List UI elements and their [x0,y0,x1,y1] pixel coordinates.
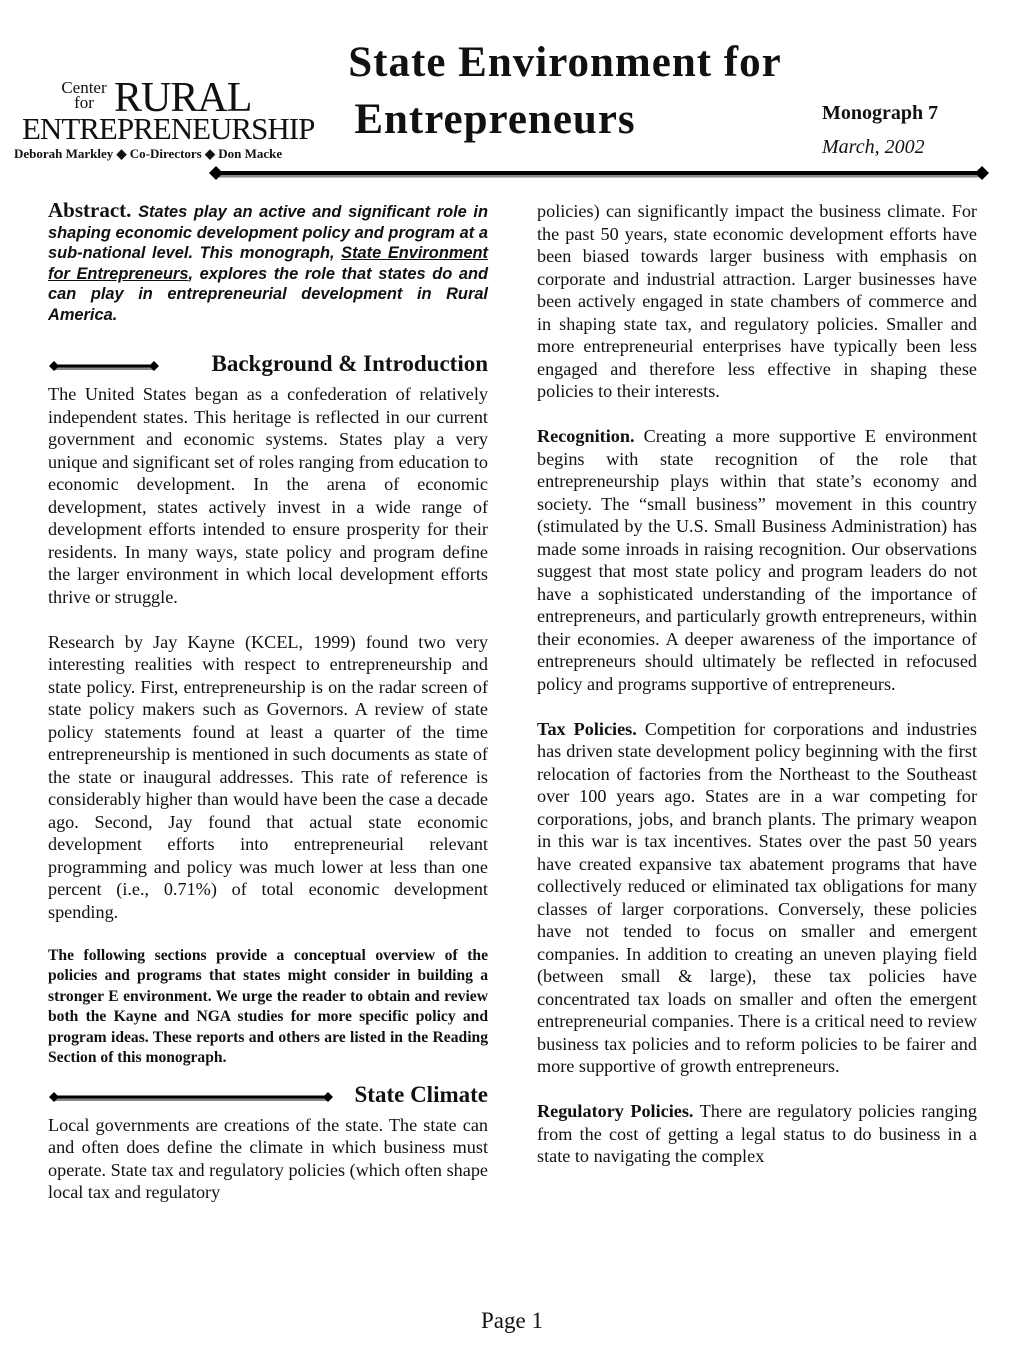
paragraph-text: There are regulatory policies ranging from the cost of getting a legal status to do business in a state to navigating the complex [537,1101,977,1166]
abstract-text-2: , explores the role that states do and can play in entrepreneurial development in Rural America. [48,264,488,324]
header-divider [206,162,992,184]
paragraph: policies) can significantly impact the business climate. For the past 50 years, state economic development efforts have been biased towards larger business with emphasis on corporate and industrial attraction. Larger businesses have been actively engaged in state chambers of commerce and in shaping state tax, and regulatory policies. Smaller and more entrepreneurial enterprises have typically been less engaged and therefore less effective in shaping these policies to their interests. [537,201,977,401]
logo-center-text: Center [61,78,107,97]
paragraph-regulatory-policies [537,1100,977,1168]
paragraph: Research by Jay Kayne (KCEL, 1999) found two very interesting realities with respect to entrepreneurship and state policy. First, entrepreneurship is on the radar screen of state policy makers such as Governors. A review of state policy statements found at least a quarter of the time entrepreneurship is mentioned in such documents as state of the state or inaugural addresses. This rate of reference is considerably higher than would have been the case a decade ago. Second, Jay found that actual state economic development efforts into entrepreneurial relevant programming and policy was much lower at less than one percent (i.e., 0.71%) of total economic development spending. [48,631,488,922]
run-in-heading: Recognition. [537,426,635,446]
paragraph: The United States began as a confederation of relatively independent states. This heritage is reflected in our current government and economic systems. States play a very unique and significant set of roles ranging from education to economic development. In the arena of economic development, states actively invest in a wide range of development efforts intended to ensure prosperity for their residents. In many ways, state policy and program define the larger environment in which local development efforts thrive or struggle. [48,384,488,607]
paragraph-recognition [537,425,977,695]
logo-rural-text: RURAL [114,75,252,121]
codirectors-line: Deborah Markley ◆ Co-Directors ◆ Don Macke [14,146,283,161]
logo-center-for [56,80,112,110]
paragraph: Local governments are creations of the state. The state can and often does define the climate in which business must operate. State tax and regulatory policies (which often shape local tax and regulatory [48,1114,488,1203]
paragraph-text: Competition for corporations and industries has driven state development policy beginning with the first relocation of factories from the Northeast to the Southeast over 100 years ago. States are in a war competing for corporations, jobs, and branch plants. The primary weapon in this war is tax incentives. States over the past 50 years have created expansive tax abatement programs that have collectively reduced or eliminated tax obligations for many classes of larger corporations. Conversely, these policies have not tended to focus on smaller and emergent companies. In addition to creating an uneven playing field (between small & large), these tax policies have concentrated tax loads on smaller and often the emergent entrepreneurial companies. There is a critical need to review business tax policies and to reform policies to be fairer and more supportive of growth entrepreneurs. [537,718,977,1076]
paragraph-text: Creating a more supportive E environment begins with state recognition of the role that entrepreneurship plays within that state’s economy and society. The “small business” movement in this country (stimulated by the U.S. Small Business Administration) has made some inroads in raising recognition. Our observations suggest that most state policy and program leaders do not have a sophisticated understanding of the importance of entrepreneurs, and particularly growth entrepreneurs, within their economies. A deeper awareness of the importance of entrepreneurs should ultimately be reflected in refocused policy and programs supportive of entrepreneurs. [537,426,977,694]
abstract-text-1: States play an active and significant role in shaping economic development policy and program at a sub-national level. This monograph, [48,203,488,262]
logo-entrepreneurship-text: ENTREPRENEURSHIP [22,111,315,146]
title-line-2: Entrepreneurs [354,96,636,143]
monograph-title-link: State Environment for Entrepreneurs [48,244,488,283]
section-heading-background [48,351,488,381]
heading-rule-icon [48,359,160,373]
section-heading-climate [48,1081,488,1112]
run-in-heading: Regulatory Policies. [537,1101,694,1121]
page-number: Page 1 [481,1308,543,1333]
run-in-heading: Tax Policies. [537,718,637,739]
paragraph-tax-policies [537,718,977,1078]
heading-text: Background & Introduction [211,351,488,376]
logo-for-text: for [74,93,94,112]
abstract-label: Abstract. [48,198,132,222]
abstract [48,200,488,325]
paragraph-bold-note: The following sections provide a conceptual overview of the policies and programs that states might consider in building a stronger E environment. We urge the reader to obtain and review both the Kayne and NGA studies for more specific policy and program ideas. These reports and others are listed in the Reading Section of this monograph. [48,946,488,1067]
left-column [48,200,488,1226]
publication-date: March, 2002 [822,136,925,158]
title-line-1: State Environment for [348,39,782,86]
heading-rule-icon [48,1090,334,1104]
monograph-number: Monograph 7 [822,102,939,124]
heading-text: State Climate [354,1081,488,1107]
page-title [300,34,830,148]
right-column [537,200,977,1190]
